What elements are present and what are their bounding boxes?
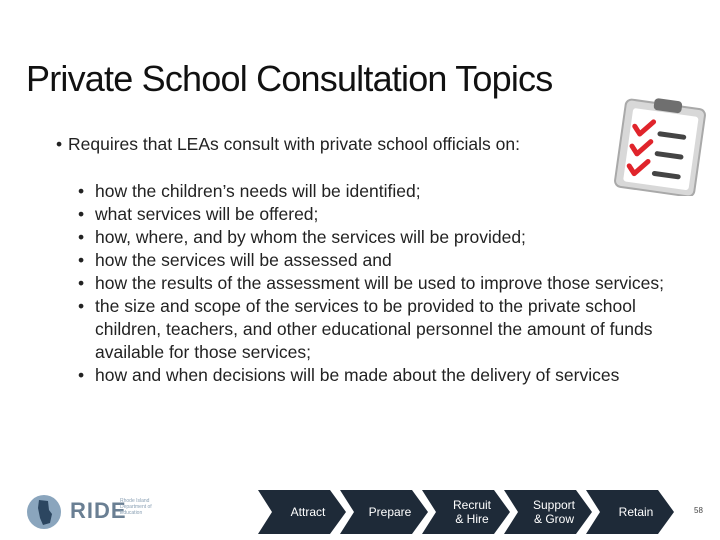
page-title: Private School Consultation Topics [26,58,553,99]
lead-text: Requires that LEAs consult with private school officials on: [68,134,520,154]
step-prepare: Prepare [340,490,428,534]
ride-logo [24,492,164,532]
clipboard-checklist-icon [612,96,712,196]
list-item: • how, where, and by whom the services will be provided; [78,227,526,247]
list-item: • how the services will be assessed and [78,250,392,270]
step-retain: Retain [586,490,674,534]
list-item: • the size and scope of the services to be provided to the private school children, teachers, and other educational personnel the amount of funds available for those services; [78,296,653,362]
step-attract: Attract [258,490,346,534]
list-item: • how the children’s needs will be identified; [78,181,421,201]
list-item: • how and when decisions will be made about the delivery of services [78,365,620,385]
bullet-dot: • [56,134,63,154]
logo-text: RIDE [70,498,127,523]
ride-logo-mark [24,492,64,532]
list-item: • how the results of the assessment will be used to improve those services; [78,273,665,293]
pipeline-steps [258,490,678,534]
step-recruit-hire: Recruit & Hire [422,490,510,534]
topic-list [78,180,668,387]
page-number: 58 [694,506,703,515]
step-support-grow: Support & Grow [504,490,592,534]
list-item: • what services will be offered; [78,204,319,224]
logo-subtext: Rhode Island Department of Education [120,498,152,516]
